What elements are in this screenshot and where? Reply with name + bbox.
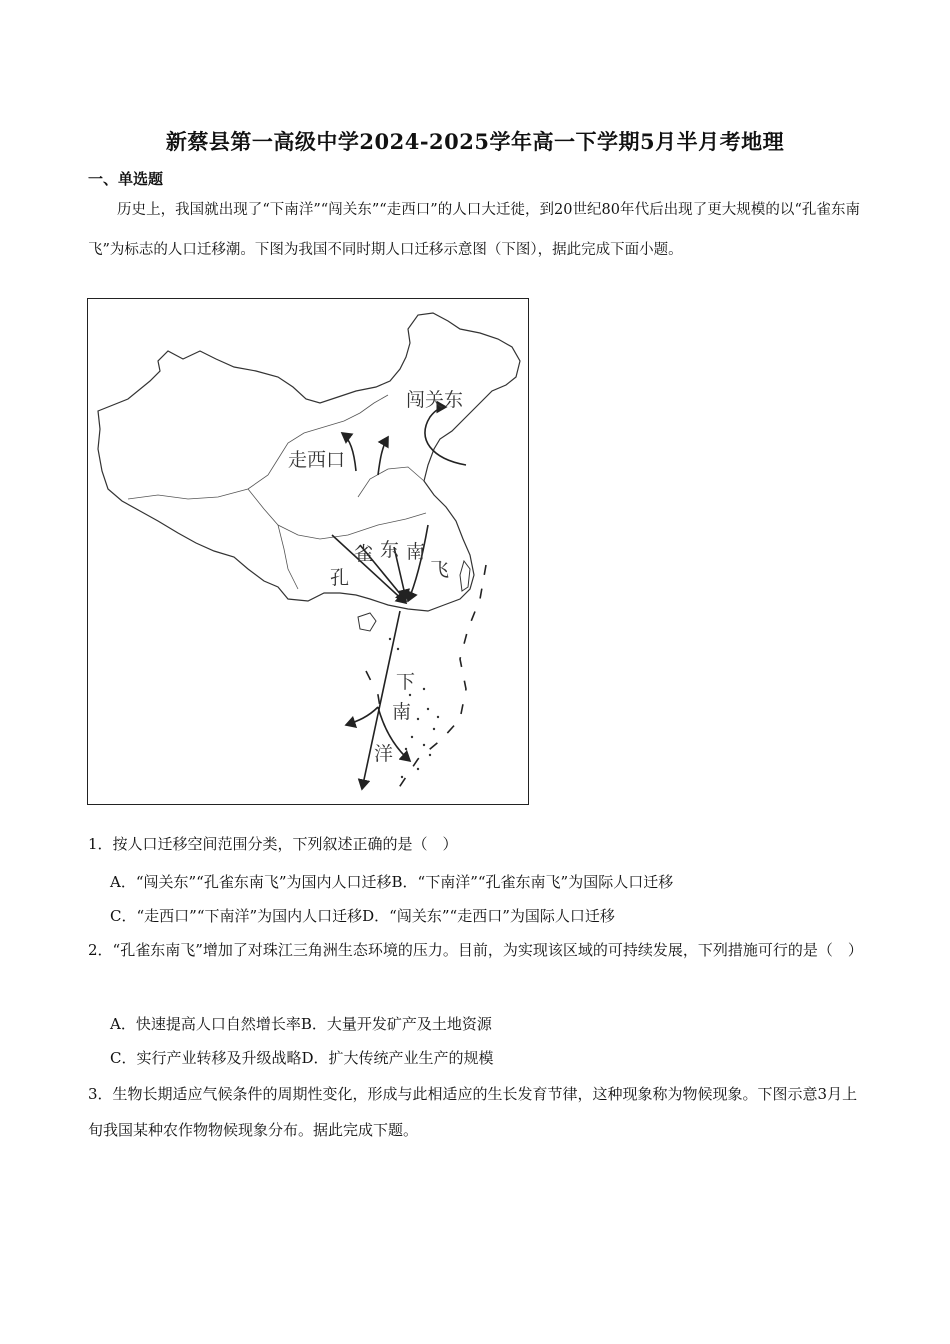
section-heading: 一、单选题 [88,170,164,188]
hainan-island [358,613,376,631]
question-2-option-d: D．扩大传统产业生产的规模 [301,1049,494,1067]
label-xia: 下 [396,671,416,693]
question-3-stem: 3．生物长期适应气候条件的周期性变化，形成与此相适应的生长发育节律，这种现象称为物候现象。下图示意3月上旬我国某种农作物物候现象分布。据此完成下题。 [88,1085,858,1139]
question-2-option-a: A．快速提高人口自然增长率 [110,1015,301,1033]
taiwan-island [460,561,470,591]
map-drawing [88,299,529,805]
question-2-option-c: C．实行产业转移及升级战略 [110,1049,302,1067]
question-2-options-row-2 [110,1048,494,1068]
question-1-option-d: D．“闯关东”“走西口”为国际人口迁移 [362,907,615,925]
question-1-option-c: C．“走西口”“下南洋”为国内人口迁移 [110,907,363,925]
label-nan2: 南 [392,701,412,723]
internal-border [358,467,424,497]
question-1-options-row-1 [110,872,673,892]
intro-paragraph: 历史上，我国就出现了“下南洋”“闯关东”“走西口”的人口大迁徙，到20世纪80年代后出现了更大规模的以“孔雀东南飞”为标志的人口迁移潮。下图为我国不同时期人口迁移示意图（下图），据此完成下面小题。 [88,202,860,258]
label-fei: 飞 [430,559,450,581]
question-1-stem: 1．按人口迁移空间范围分类，下列叙述正确的是（ ） [88,835,458,853]
migration-map [87,298,529,805]
question-1-option-b: B．“下南洋”“孔雀东南飞”为国际人口迁移 [391,873,674,891]
page-title: 新蔡县第一高级中学2024-2025学年高一下学期5月半月考地理 [165,129,785,154]
internal-border [128,395,388,499]
question-1-option-a: A．“闯关东”“孔雀东南飞”为国内人口迁移 [110,873,392,891]
zouxikou-arrow-2 [378,437,388,475]
label-chuangguandong: 闯关东 [406,389,464,411]
label-yang: 洋 [374,743,394,765]
internal-border [278,525,298,589]
question-2-stem: 2．“孔雀东南飞”增加了对珠江三角洲生态环境的压力。目前，为实现该区域的可持续发展，下列措施可行的是（ ） [88,941,863,959]
question-1-options-row-2 [110,906,615,926]
label-dong: 东 [380,539,400,561]
question-2-options-row-1 [110,1014,492,1034]
label-kong: 孔 [330,567,350,589]
xianyang-arrow-left [346,707,378,725]
label-nan: 南 [406,541,426,563]
label-que: 雀 [354,543,374,565]
internal-border [248,489,426,539]
label-zouxikou: 走西口 [288,449,346,471]
question-2-option-b: B．大量开发矿产及土地资源 [300,1015,492,1033]
